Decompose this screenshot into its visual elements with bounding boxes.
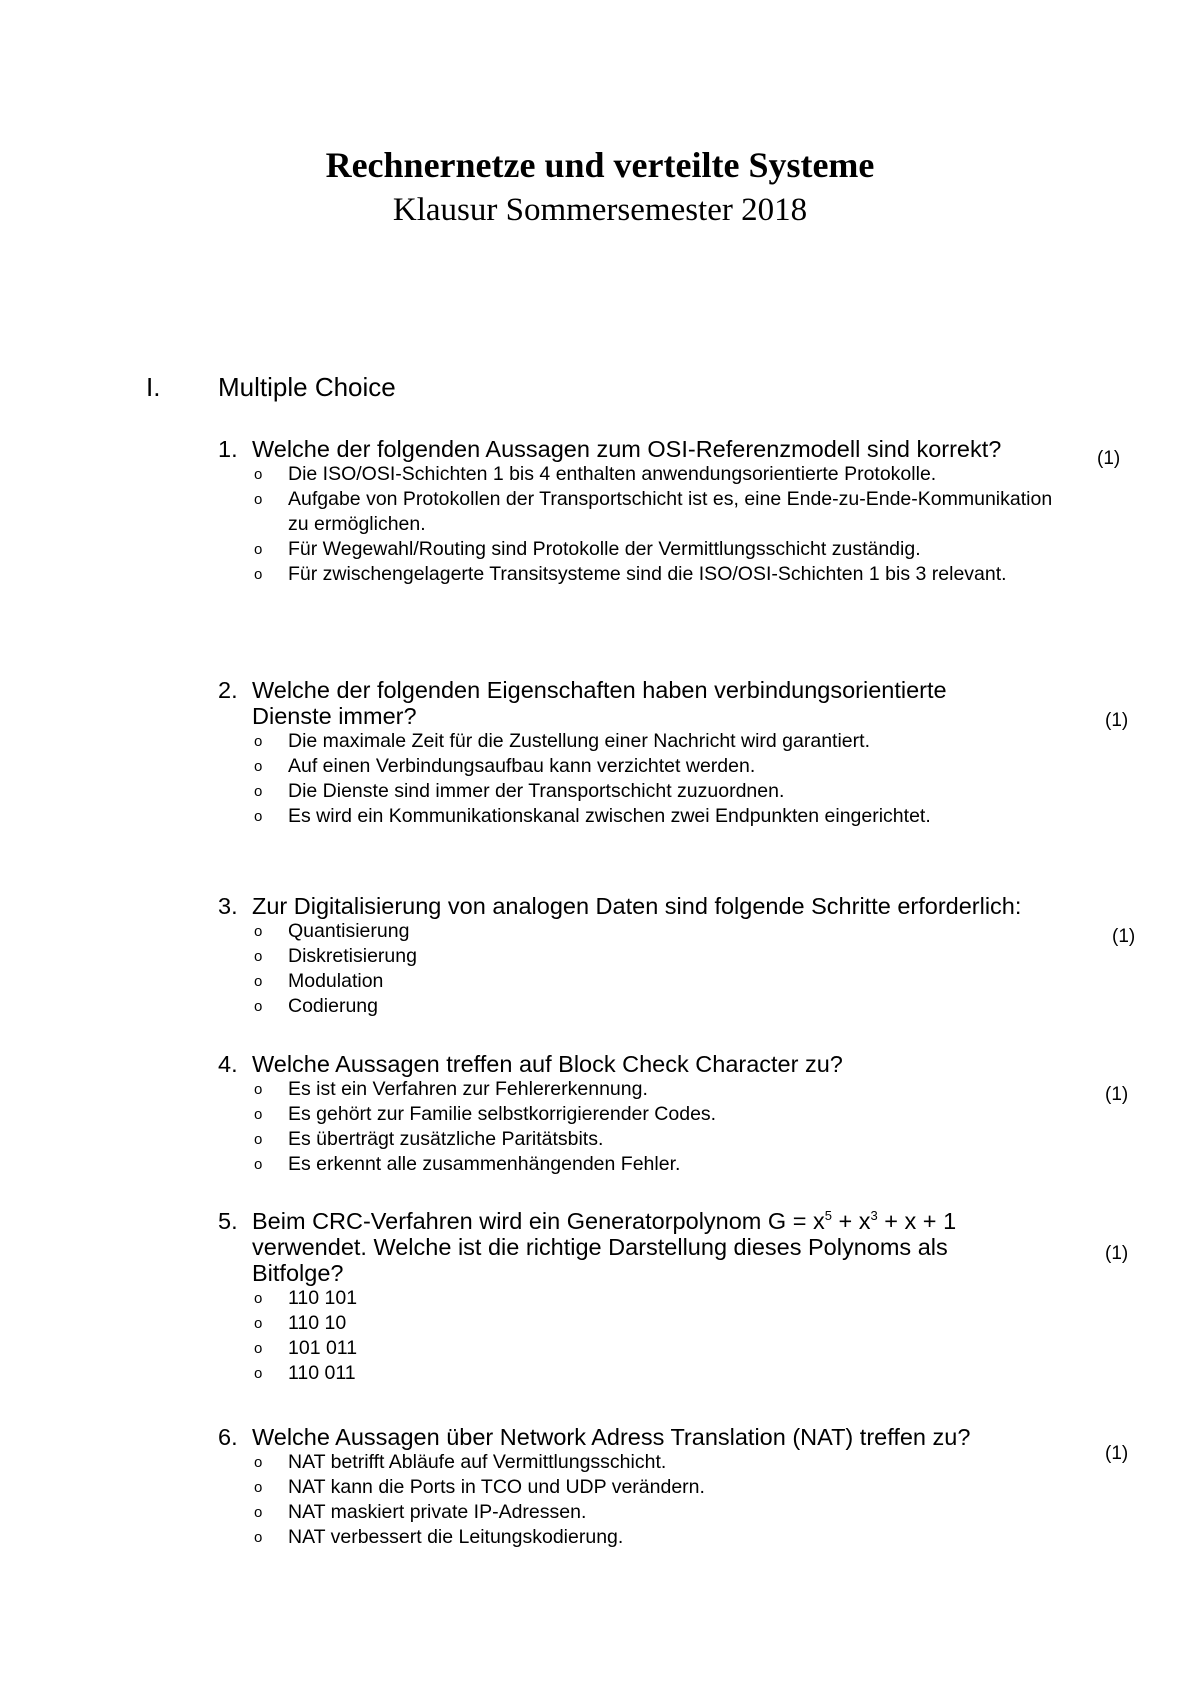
option-item[interactable]: o 110 10 [254, 1312, 347, 1334]
bullet-icon: o [254, 758, 263, 775]
option-item[interactable]: o Es erkennt alle zusammenhängenden Fehler. [254, 1153, 681, 1175]
question-text: 6. Welche Aussagen über Network Adress Translation (NAT) treffen zu? [218, 1424, 971, 1450]
bullet-icon: o [254, 491, 263, 508]
bullet-icon: o [254, 783, 263, 800]
question-number: 6. [218, 1424, 238, 1450]
bullet-icon: o [254, 1106, 263, 1123]
option-item[interactable]: o Codierung [254, 995, 378, 1017]
question-number: 2. [218, 677, 238, 703]
option-item[interactable]: o 110 101 [254, 1287, 358, 1309]
question-5 [218, 1208, 1070, 1386]
question-points: (1) [1105, 1243, 1129, 1264]
question-number: 4. [218, 1051, 238, 1077]
question-points: (1) [1105, 1084, 1129, 1105]
question-number: 1. [218, 436, 238, 462]
option-item[interactable]: o Es gehört zur Familie selbstkorrigierender Codes. [254, 1103, 717, 1125]
bullet-icon: o [254, 1504, 263, 1521]
option-list [218, 919, 1098, 1019]
option-item[interactable]: o Es wird ein Kommunikationskanal zwischen zwei Endpunkten eingerichtet. [254, 805, 931, 827]
option-list [218, 1450, 1070, 1550]
option-list [218, 462, 1070, 587]
question-points: (1) [1105, 710, 1129, 731]
option-item[interactable]: o Modulation [254, 970, 384, 992]
question-text: 5. Beim CRC-Verfahren wird ein Generatorpolynom $G = x^5 + x^3 + x + 1$ verwendet. Welche ist die richtige Darstellung dieses Polynoms als Bitfolge? [218, 1208, 957, 1286]
option-list [218, 1077, 1070, 1177]
question-2 [218, 677, 1070, 829]
question-text: 2. Welche der folgenden Eigenschaften haben verbindungsorientierte Dienste immer? [218, 677, 947, 729]
bullet-icon: o [254, 1365, 263, 1382]
option-list [218, 729, 1070, 829]
question-text: 4. Welche Aussagen treffen auf Block Check Character zu? [218, 1051, 843, 1077]
bullet-icon: o [254, 1290, 263, 1307]
exam-subtitle: Klausur Sommersemester 2018 [392, 192, 808, 228]
question-4 [218, 1051, 1070, 1177]
bullet-icon: o [254, 466, 263, 483]
exam-title: Rechnernetze und verteilte Systeme [325, 145, 875, 185]
question-text: 1. Welche der folgenden Aussagen zum OSI-Referenzmodell sind korrekt? [218, 436, 1002, 462]
bullet-icon: o [254, 1340, 263, 1357]
bullet-icon: o [254, 733, 263, 750]
question-points: (1) [1105, 1443, 1129, 1464]
option-item[interactable]: o NAT betrifft Abläufe auf Vermittlungsschicht. [254, 1451, 667, 1473]
option-item[interactable]: o Für Wegewahl/Routing sind Protokolle der Vermittlungsschicht zuständig. [254, 538, 921, 560]
section-label: Multiple Choice [218, 372, 396, 402]
bullet-icon: o [254, 1479, 263, 1496]
option-item[interactable]: o 110 011 [254, 1362, 356, 1384]
bullet-icon: o [254, 923, 263, 940]
question-number: 5. [218, 1208, 238, 1234]
option-list [218, 1286, 1070, 1386]
bullet-icon: o [254, 808, 263, 825]
question-number: 3. [218, 893, 238, 919]
option-item[interactable]: o Diskretisierung [254, 945, 417, 967]
bullet-icon: o [254, 973, 263, 990]
option-item[interactable]: o Es ist ein Verfahren zur Fehlererkennung. [254, 1078, 648, 1100]
option-item[interactable]: o Aufgabe von Protokollen der Transportschicht ist es, eine Ende-zu-Ende-Kommunikation zu ermöglichen. [254, 488, 1053, 535]
question-1 [218, 436, 1070, 587]
option-item[interactable]: o Quantisierung [254, 920, 410, 942]
question-6 [218, 1424, 1070, 1550]
bullet-icon: o [254, 1081, 263, 1098]
bullet-icon: o [254, 1315, 263, 1332]
option-item[interactable]: o NAT maskiert private IP-Adressen. [254, 1501, 587, 1523]
option-item[interactable]: o 101 011 [254, 1337, 358, 1359]
option-item[interactable]: o Die maximale Zeit für die Zustellung einer Nachricht wird garantiert. [254, 730, 870, 752]
bullet-icon: o [254, 998, 263, 1015]
bullet-icon: o [254, 566, 263, 583]
bullet-icon: o [254, 1131, 263, 1148]
question-points: (1) [1097, 448, 1121, 469]
bullet-icon: o [254, 1156, 263, 1173]
option-item[interactable]: o Die Dienste sind immer der Transportschicht zuzuordnen. [254, 780, 785, 802]
bullet-icon: o [254, 1454, 263, 1471]
option-item[interactable]: o Für zwischengelagerte Transitsysteme sind die ISO/OSI-Schichten 1 bis 3 relevant. [254, 563, 1007, 585]
option-item[interactable]: o NAT verbessert die Leitungskodierung. [254, 1526, 624, 1548]
section-number: I. [146, 372, 161, 402]
option-item[interactable]: o Es überträgt zusätzliche Paritätsbits. [254, 1128, 604, 1150]
option-item[interactable]: o Auf einen Verbindungsaufbau kann verzichtet werden. [254, 755, 756, 777]
question-points: (1) [1112, 926, 1136, 947]
question-text: 3. Zur Digitalisierung von analogen Daten sind folgende Schritte erforderlich: [218, 893, 1022, 919]
bullet-icon: o [254, 541, 263, 558]
question-3 [218, 893, 1098, 1019]
option-item[interactable]: o Die ISO/OSI-Schichten 1 bis 4 enthalten anwendungsorientierte Protokolle. [254, 463, 937, 485]
bullet-icon: o [254, 948, 263, 965]
bullet-icon: o [254, 1529, 263, 1546]
option-item[interactable]: o NAT kann die Ports in TCO und UDP verändern. [254, 1476, 705, 1498]
